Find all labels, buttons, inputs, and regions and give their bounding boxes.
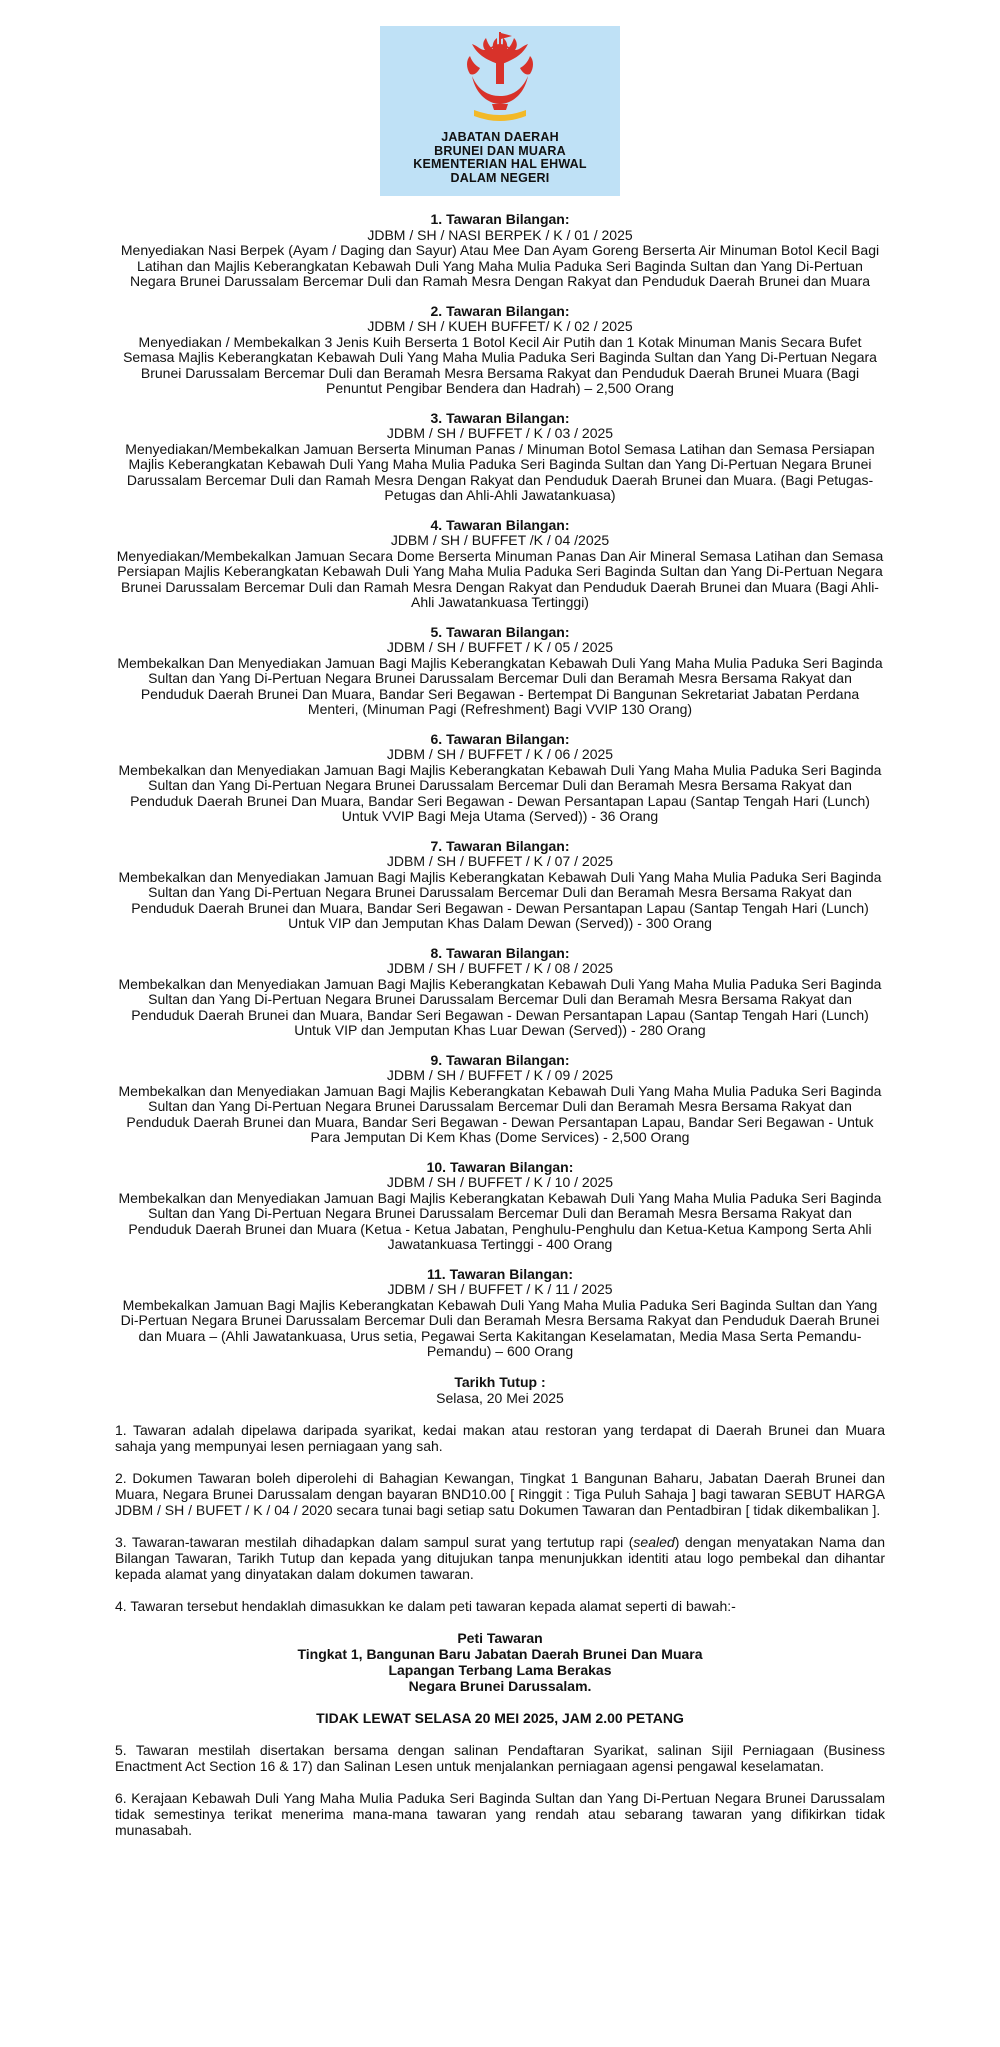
tender-reference: JDBM / SH / BUFFET /K / 04 /2025: [390, 532, 610, 548]
tender-item: [115, 411, 885, 504]
term-3-italic: sealed: [633, 1533, 675, 1550]
brunei-crest-icon: [452, 30, 548, 130]
term-5: 5. Tawaran mestilah disertakan bersama dengan salinan Pendaftaran Syarikat, salinan Sijil Perniagaan (Business Enactment Act Section 16 & 17) dan Salinan Lesen untuk menjalankan perniagaan agensi pengawal keselamatan.: [115, 1741, 885, 1774]
tender-description: Menyediakan/Membekalkan Jamuan Berserta Minuman Panas / Minuman Botol Semasa Latihan dan Semasa Persiapan Majlis Keberangkatan Kebawah Duli Yang Maha Mulia Paduka Seri Baginda Sultan dan Yang Di-Pertuan Negara Brunei Darussalam Bercemar Duli dan Ramah Mesra Dengan Rakyat dan Penduduk Daerah Brunei dan Muara. (Bagi Petugas-Petugas dan Ahli-Ahli Jawatankuasa): [125, 440, 875, 503]
tender-label: 9. Tawaran Bilangan:: [430, 1051, 570, 1068]
tender-list: [115, 212, 885, 1360]
term-1: 1. Tawaran adalah dipelawa daripada syarikat, kedai makan atau restoran yang terdapat di Daerah Brunei dan Muara sahaja yang mempunyai lesen perniagaan yang sah.: [115, 1421, 885, 1454]
header-title-line: KEMENTERIAN HAL EHWAL: [413, 157, 587, 171]
tender-reference: JDBM / SH / BUFFET / K / 07 / 2025: [386, 853, 614, 869]
address-line: Peti Tawaran: [457, 1629, 543, 1646]
tender-reference: JDBM / SH / BUFFET / K / 08 / 2025: [386, 960, 614, 976]
closing-date-label: Tarikh Tutup :: [454, 1373, 546, 1390]
term-3-text-end: ) dengan menyatakan Nama dan Bilangan Tawaran, Tarikh Tutup dan kepada yang ditujukan tanpa menunjukkan identiti atau logo pembekal dan dihantar kepada alamat yang dinyatakan dalam dokumen tawaran.: [115, 1533, 885, 1582]
closing-date-block: [115, 1374, 885, 1406]
tender-notice-body: [115, 212, 885, 1854]
tender-item: [115, 518, 885, 611]
tender-description: Membekalkan Jamuan Bagi Majlis Keberangkatan Kebawah Duli Yang Maha Mulia Paduka Seri Baginda Sultan dan Yang Di-Pertuan Negara Brunei Darussalam Bercemar Duli dan Beramah Mesra Bersama Rakyat dan Penduduk Daerah Brunei dan Muara – (Ahli Jawatankuasa, Urus setia, Pegawai Serta Kakitangan Keselamatan, Media Masa Serta Pemandu-Pemandu) – 600 Orang: [120, 1296, 880, 1359]
tender-description: Menyediakan Nasi Berpek (Ayam / Daging dan Sayur) Atau Mee Dan Ayam Goreng Berserta Air Minuman Botol Kecil Bagi Latihan dan Majlis Keberangkatan Kebawah Duli Yang Maha Mulia Paduka Seri Baginda Sultan dan Yang Di-Pertuan Negara Brunei Darussalam Bercemar Duli dan Ramah Mesra Dengan Rakyat dan Penduduk Daerah Brunei dan Muara: [120, 242, 880, 289]
tender-item: [115, 304, 885, 397]
department-header: [380, 26, 620, 196]
tender-label: 5. Tawaran Bilangan:: [430, 623, 570, 640]
term-3: [115, 1534, 885, 1582]
term-6: 6. Kerajaan Kebawah Duli Yang Maha Mulia Paduka Seri Baginda Sultan dan Yang Di-Pertuan Negara Brunei Darussalam tidak semestinya terikat menerima mana-mana tawaran yang rendah atau sebarang tawaran yang difikirkan tidak munasabah.: [115, 1789, 885, 1838]
term-4: 4. Tawaran tersebut hendaklah dimasukkan ke dalam peti tawaran kepada alamat seperti di bawah:-: [115, 1597, 736, 1614]
tender-item: [115, 732, 885, 825]
term-2: 2. Dokumen Tawaran boleh diperolehi di Bahagian Kewangan, Tingkat 1 Bangunan Baharu, Jabatan Daerah Brunei dan Muara, Negara Brunei Darussalam dengan bayaran BND10.00 [ Ringgit : Tiga Puluh Sahaja ] bagi tawaran SEBUT HARGA JDBM / SH / BUFET / K / 04 / 2020 secara tunai bagi setiap satu Dokumen Tawaran dan Pentadbiran [ tidak dikembalikan ].: [115, 1469, 885, 1518]
tender-label: 1. Tawaran Bilangan:: [430, 211, 570, 227]
tender-description: Membekalkan Dan Menyediakan Jamuan Bagi Majlis Keberangkatan Kebawah Duli Yang Maha Mulia Paduka Seri Baginda Sultan dan Yang Di-Pertuan Negara Brunei Darussalam Bercemar Duli dan Beramah Mesra Bersama Rakyat dan Penduduk Daerah Brunei Dan Muara, Bandar Seri Begawan - Bertempat Di Bangunan Sekretariat Jabatan Perdana Menteri, (Minuman Pagi (Refreshment) Bagi VVIP 130 Orang): [117, 654, 883, 717]
tender-description: Membekalkan dan Menyediakan Jamuan Bagi Majlis Keberangkatan Kebawah Duli Yang Maha Mulia Paduka Seri Baginda Sultan dan Yang Di-Pertuan Negara Brunei Darussalam Bercemar Duli dan Beramah Mesra Bersama Rakyat dan Penduduk Daerah Brunei Dan Muara, Bandar Seri Begawan - Dewan Persantapan Lapau (Santap Tengah Hari (Lunch) Untuk VVIP Bagi Meja Utama (Served)) - 36 Orang: [118, 761, 882, 824]
tender-description: Membekalkan dan Menyediakan Jamuan Bagi Majlis Keberangkatan Kebawah Duli Yang Maha Mulia Paduka Seri Baginda Sultan dan Yang Di-Pertuan Negara Brunei Darussalam Bercemar Duli dan Beramah Mesra Bersama Rakyat dan Penduduk Daerah Brunei dan Muara, Bandar Seri Begawan - Dewan Persantapan Lapau (Santap Tengah Hari (Lunch) Untuk VIP dan Jemputan Khas Dalam Dewan (Served)) - 300 Orang: [118, 868, 882, 931]
tender-description: Membekalkan dan Menyediakan Jamuan Bagi Majlis Keberangkatan Kebawah Duli Yang Maha Mulia Paduka Seri Baginda Sultan dan Yang Di-Pertuan Negara Brunei Darussalam Bercemar Duli dan Beramah Mesra Bersama Rakyat dan Penduduk Daerah Brunei dan Muara, Bandar Seri Begawan - Dewan Persantapan Lapau, Bandar Seri Begawan - Untuk Para Jemputan Di Kem Khas (Dome Services) - 2,500 Orang: [118, 1082, 882, 1145]
tender-item: [115, 212, 885, 290]
address-line: Negara Brunei Darussalam.: [408, 1677, 592, 1694]
tender-reference: JDBM / SH / NASI BERPEK / K / 01 / 2025: [367, 226, 633, 243]
tender-label: 6. Tawaran Bilangan:: [430, 730, 570, 747]
header-title-line: JABATAN DAERAH: [441, 130, 559, 144]
tender-label: 10. Tawaran Bilangan:: [426, 1158, 574, 1175]
tender-item: [115, 946, 885, 1039]
tender-reference: JDBM / SH / BUFFET / K / 05 / 2025: [386, 639, 614, 655]
tender-label: 3. Tawaran Bilangan:: [430, 409, 570, 426]
tender-reference: JDBM / SH / BUFFET / K / 11 / 2025: [387, 1281, 613, 1297]
tender-label: 4. Tawaran Bilangan:: [430, 516, 570, 533]
tender-reference: JDBM / SH / KUEH BUFFET/ K / 02 / 2025: [367, 318, 633, 334]
submission-deadline: TIDAK LEWAT SELASA 20 MEI 2025, JAM 2.00 PETANG: [316, 1709, 684, 1726]
tender-item: [115, 1160, 885, 1253]
tender-description: Membekalkan dan Menyediakan Jamuan Bagi Majlis Keberangkatan Kebawah Duli Yang Maha Mulia Paduka Seri Baginda Sultan dan Yang Di-Pertuan Negara Brunei Darussalam Bercemar Duli dan Beramah Mesra Bersama Rakyat dan Penduduk Daerah Brunei dan Muara (Ketua - Ketua Jabatan, Penghulu-Penghulu dan Ketua-Ketua Kampong Serta Ahli Jawatankuasa Tertinggi - 400 Orang: [118, 1189, 882, 1252]
header-title-line: BRUNEI DAN MUARA: [434, 143, 566, 158]
tender-item: [115, 625, 885, 718]
term-3-text: 3. Tawaran-tawaran mestilah dihadapkan dalam sampul surat yang tertutup rapi (: [115, 1533, 634, 1550]
tender-label: 11. Tawaran Bilangan:: [426, 1265, 573, 1282]
tender-reference: JDBM / SH / BUFFET / K / 03 / 2025: [386, 425, 614, 441]
tender-item: [115, 1053, 885, 1146]
tender-reference: JDBM / SH / BUFFET / K / 06 / 2025: [386, 746, 614, 762]
tender-description: Menyediakan / Membekalkan 3 Jenis Kuih Berserta 1 Botol Kecil Air Putih dan 1 Kotak Minuman Manis Secara Bufet Semasa Majlis Keberangkatan Kebawah Duli Yang Maha Mulia Paduka Seri Baginda Sultan dan Yang Di-Pertuan Negara Brunei Darussalam Bercemar Duli dan Beramah Mesra Bersama Rakyat dan Penduduk Daerah Brunei Muara (Bagi Penuntut Pengibar Bendera dan Hadrah) – 2,500 Orang: [123, 333, 877, 396]
address-line: Tingkat 1, Bangunan Baru Jabatan Daerah Brunei Dan Muara: [297, 1645, 703, 1662]
department-title: [380, 131, 620, 185]
tender-label: 8. Tawaran Bilangan:: [430, 944, 570, 961]
tender-box-address: [115, 1630, 885, 1694]
tender-item: [115, 839, 885, 932]
tender-reference: JDBM / SH / BUFFET / K / 10 / 2025: [386, 1174, 614, 1190]
closing-date-value: Selasa, 20 Mei 2025: [436, 1389, 564, 1406]
tender-description: Membekalkan dan Menyediakan Jamuan Bagi Majlis Keberangkatan Kebawah Duli Yang Maha Mulia Paduka Seri Baginda Sultan dan Yang Di-Pertuan Negara Brunei Darussalam Bercemar Duli dan Beramah Mesra Bersama Rakyat dan Penduduk Daerah Brunei dan Muara, Bandar Seri Begawan - Dewan Persantapan Lapau (Santap Tengah Hari (Lunch) Untuk VIP dan Jemputan Khas Luar Dewan (Served)) - 280 Orang: [118, 975, 882, 1038]
tender-reference: JDBM / SH / BUFFET / K / 09 / 2025: [386, 1067, 614, 1083]
header-title-line: DALAM NEGERI: [450, 170, 550, 185]
address-line: Lapangan Terbang Lama Berakas: [388, 1661, 612, 1678]
terms-section: [115, 1422, 885, 1838]
tender-item: [115, 1267, 885, 1360]
tender-description: Menyediakan/Membekalkan Jamuan Secara Dome Berserta Minuman Panas Dan Air Mineral Semasa Latihan dan Semasa Persiapan Majlis Keberangkatan Kebawah Duli Yang Maha Mulia Paduka Seri Baginda Sultan dan Yang Di-Pertuan Negara Brunei Darussalam Bercemar Duli dan Ramah Mesra Dengan Rakyat dan Penduduk Daerah Brunei dan Muara (Bagi Ahli-Ahli Jawatankuasa Tertinggi): [116, 547, 884, 610]
tender-label: 7. Tawaran Bilangan:: [430, 837, 570, 854]
tender-label: 2. Tawaran Bilangan:: [430, 302, 570, 319]
